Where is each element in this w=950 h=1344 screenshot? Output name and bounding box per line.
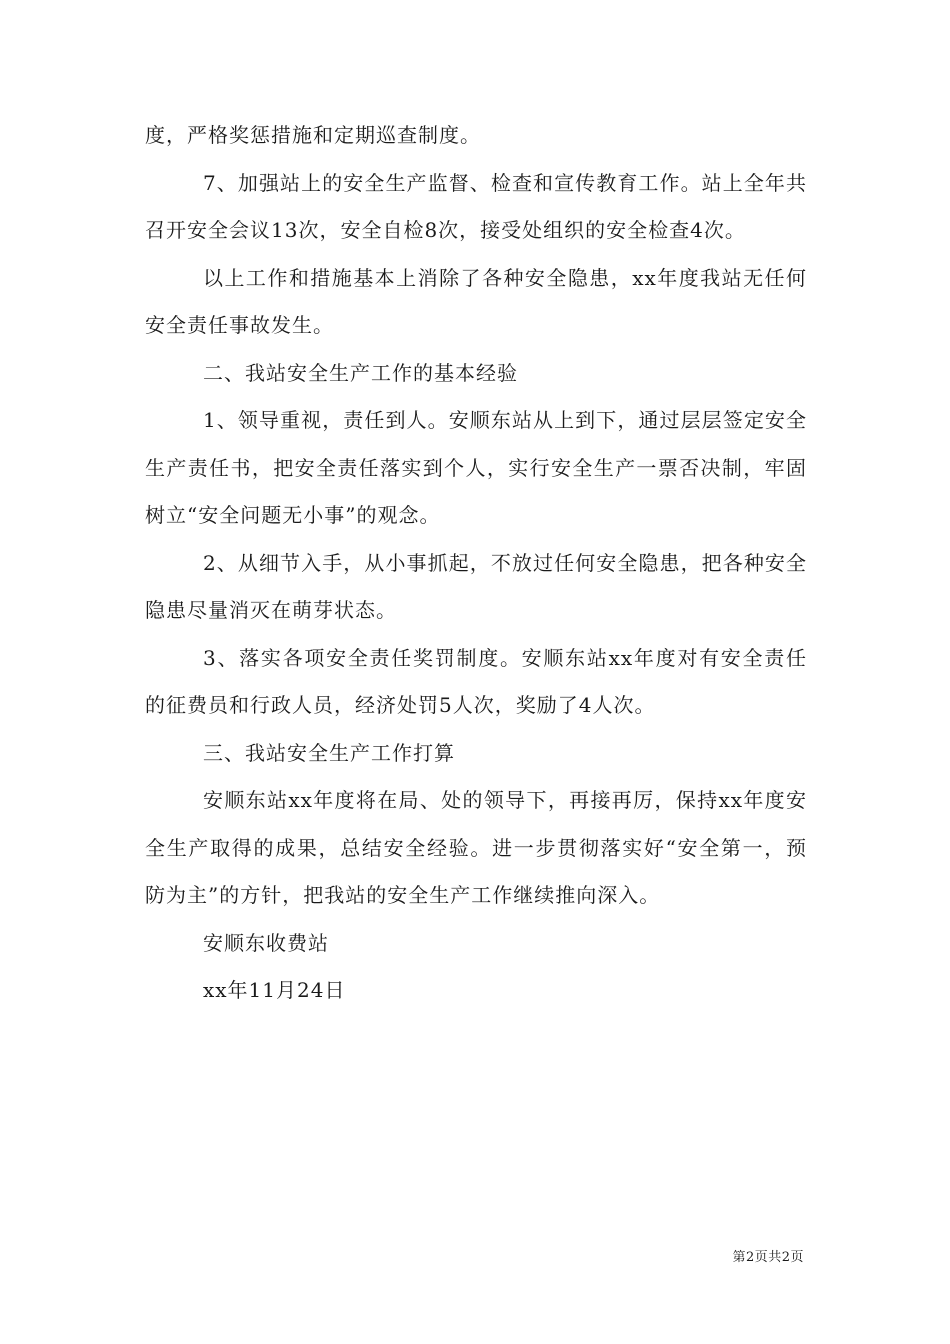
paragraph-summary: 以上工作和措施基本上消除了各种安全隐患，xx年度我站无任何安全责任事故发生。 (145, 265, 807, 337)
paragraph-continuation: 度，严格奖惩措施和定期巡查制度。 (145, 123, 481, 147)
section-heading-2: 二、我站安全生产工作的基本经验 (203, 360, 518, 385)
section-heading-3: 三、我站安全生产工作打算 (203, 740, 455, 765)
paragraph-item-7: 7、加强站上的安全生产监督、检查和宣传教育工作。站上全年共召开安全会议13次，安全自检8次，接受处组织的安全检查4次。 (145, 170, 807, 242)
signature-date: xx年11月24日 (203, 978, 346, 1002)
document-body (145, 112, 807, 1015)
paragraph-plan: 安顺东站xx年度将在局、处的领导下，再接再厉，保持xx年度安全生产取得的成果，总结安全经验。进一步贯彻落实好“安全第一，预防为主”的方针，把我站的安全生产工作继续推向深入。 (145, 788, 807, 907)
paragraph-experience-1: 1、领导重视，责任到人。安顺东站从上到下，通过层层签定安全生产责任书，把安全责任落实到个人，实行安全生产一票否决制，牢固树立“安全问题无小事”的观念。 (145, 408, 807, 527)
paragraph-experience-2: 2、从细节入手，从小事抓起，不放过任何安全隐患，把各种安全隐患尽量消灭在萌芽状态。 (145, 550, 807, 622)
paragraph-experience-3: 3、落实各项安全责任奖罚制度。安顺东站xx年度对有安全责任的征费员和行政人员，经济处罚5人次，奖励了4人次。 (145, 645, 807, 717)
signature-org: 安顺东收费站 (203, 930, 329, 955)
page-number-footer: 第2页共2页 (732, 1250, 804, 1265)
